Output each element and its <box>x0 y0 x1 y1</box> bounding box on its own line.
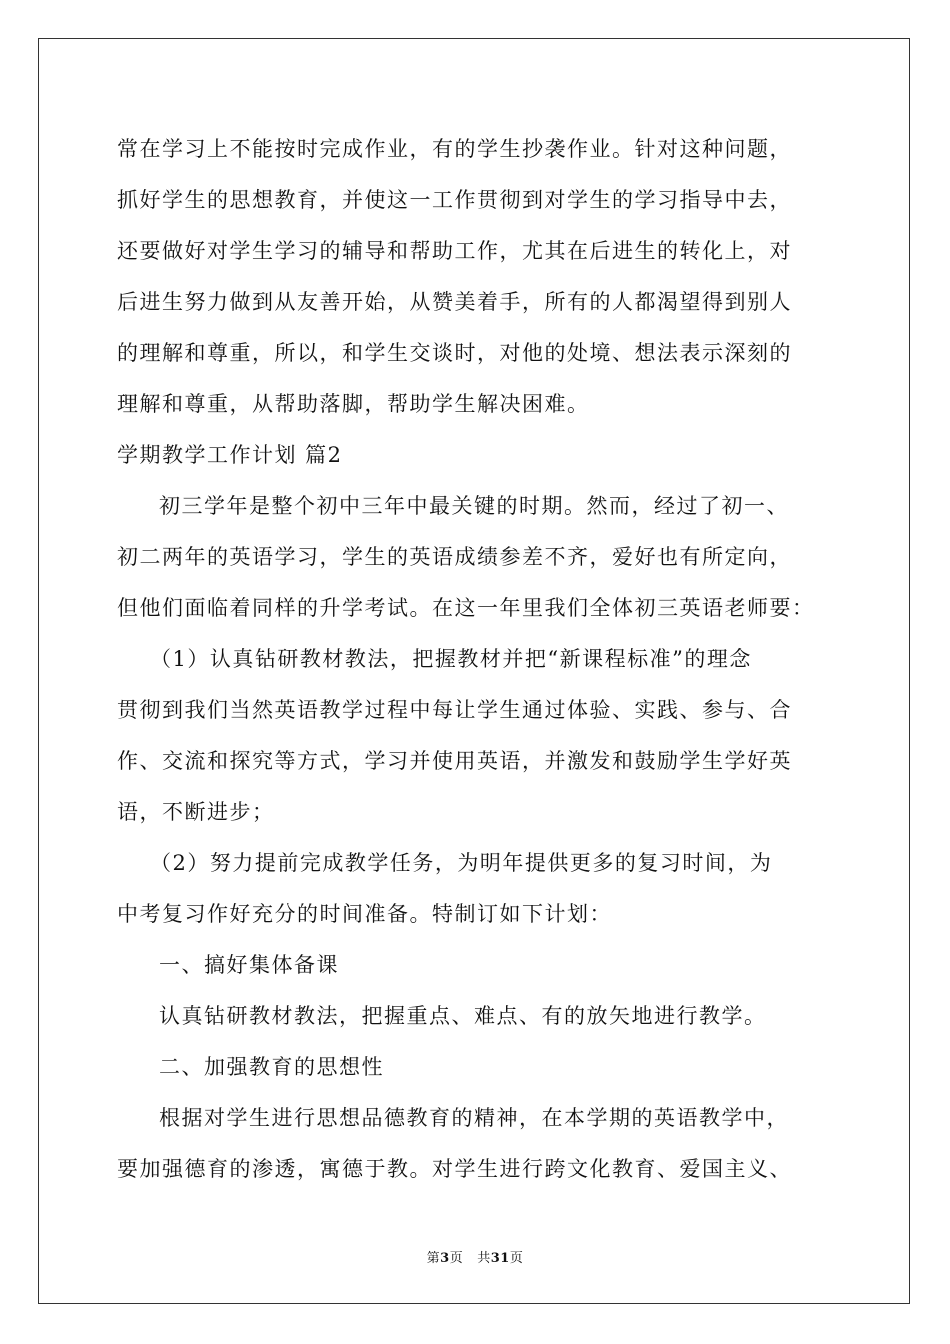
page-footer <box>0 1247 950 1266</box>
text-line: 还要做好对学生学习的辅导和帮助工作，尤其在后进生的转化上，对 <box>117 239 792 263</box>
text-line: 常在学习上不能按时完成作业，有的学生抄袭作业。针对这种问题， <box>117 137 792 161</box>
text-line: 但他们面临着同样的升学考试。在这一年里我们全体初三英语老师要： <box>117 596 815 620</box>
subheading: 一、搞好集体备课 <box>159 953 339 977</box>
list-item: （1）认真钻研教材教法，把握教材并把“新课程标准”的理念 <box>150 647 752 671</box>
total-pages: 31 <box>490 1251 510 1266</box>
text-line: 贯彻到我们当然英语教学过程中每让学生通过体验、实践、参与、合 <box>117 698 792 722</box>
total-suffix: 页 <box>509 1251 524 1266</box>
text-line: 根据对学生进行思想品德教育的精神，在本学期的英语教学中， <box>159 1106 789 1130</box>
text-line: 的理解和尊重，所以，和学生交谈时，对他的处境、想法表示深刻的 <box>117 341 792 365</box>
text-line: 后进生努力做到从友善开始，从赞美着手，所有的人都渴望得到别人 <box>117 290 792 314</box>
document-body <box>117 124 837 1195</box>
text-line: 中考复习作好充分的时间准备。特制订如下计划： <box>117 902 612 926</box>
text-line: 作、交流和探究等方式，学习并使用英语，并激发和鼓励学生学好英 <box>117 749 792 773</box>
list-item: （2）努力提前完成教学任务，为明年提供更多的复习时间，为 <box>150 851 773 875</box>
subheading: 二、加强教育的思想性 <box>159 1055 384 1079</box>
page-suffix: 页 <box>449 1251 464 1266</box>
page-prefix: 第 <box>426 1251 441 1266</box>
text-line: 初二两年的英语学习，学生的英语成绩参差不齐，爱好也有所定向， <box>117 545 792 569</box>
text-line: 初三学年是整个初中三年中最关键的时期。然而，经过了初一、 <box>159 494 789 518</box>
text-line: 抓好学生的思想教育，并使这一工作贯彻到对学生的学习指导中去， <box>117 188 792 212</box>
total-prefix: 共 <box>477 1251 491 1266</box>
text-line: 语，不断进步； <box>117 800 275 824</box>
page-number: 3 <box>440 1251 450 1266</box>
text-line: 认真钻研教材教法，把握重点、难点、有的放矢地进行教学。 <box>159 1004 767 1028</box>
text-line: 要加强德育的渗透，寓德于教。对学生进行跨文化教育、爱国主义、 <box>117 1157 792 1181</box>
section-heading: 学期教学工作计划 篇2 <box>117 443 343 467</box>
text-line: 理解和尊重，从帮助落脚，帮助学生解决困难。 <box>117 392 590 416</box>
